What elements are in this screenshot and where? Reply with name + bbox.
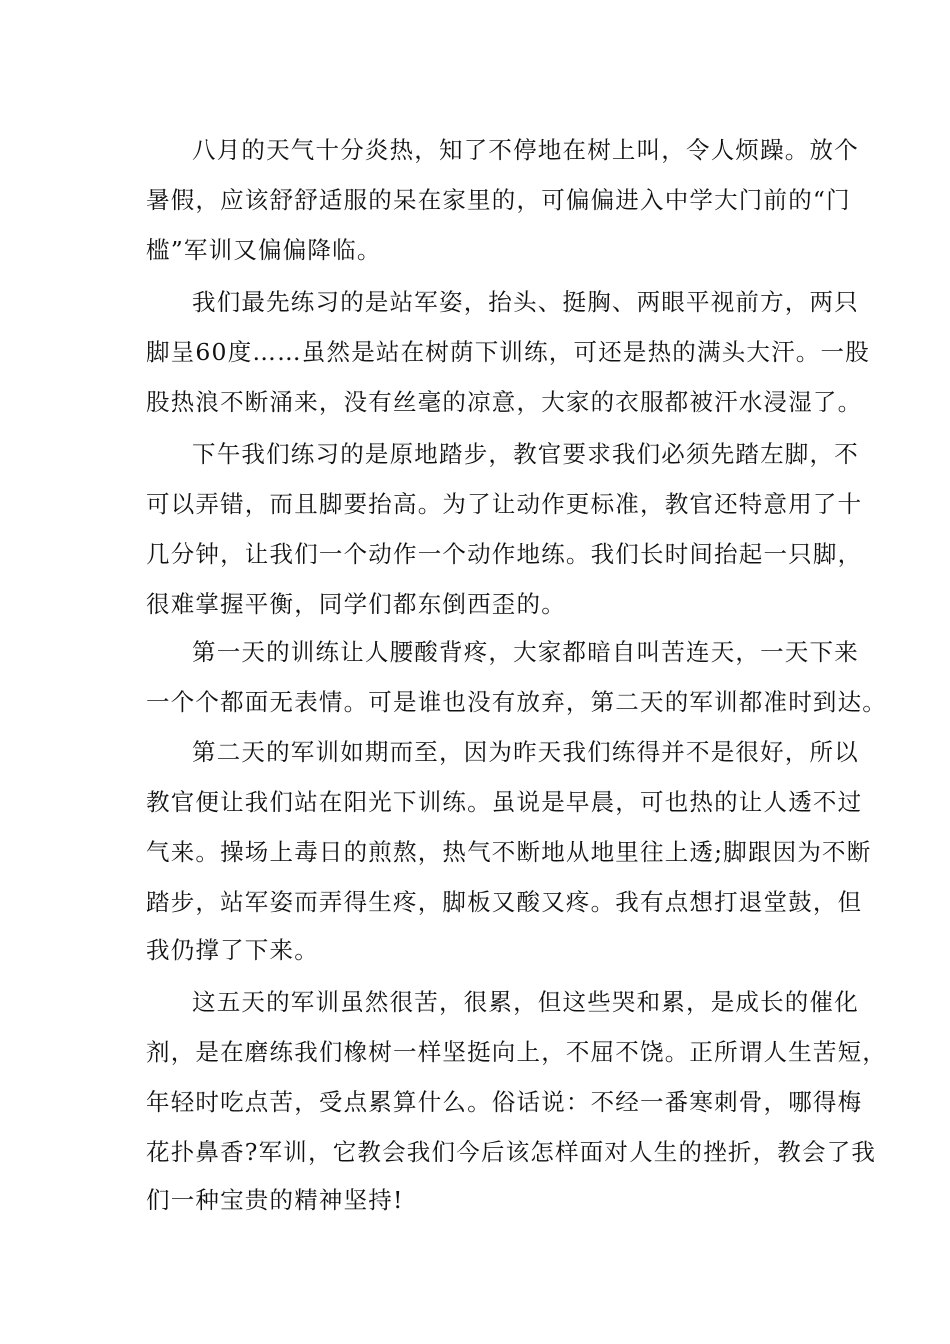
text-line: 第二天的军训如期而至，因为昨天我们练得并不是很好，所以	[192, 738, 859, 766]
text-line: 我仍撑了下来。	[146, 936, 319, 964]
text-line: 槛”军训又偏偏降临。	[146, 236, 382, 264]
text-line: 教官便让我们站在阳光下训练。虽说是早晨，可也热的让人透不过	[146, 788, 863, 816]
text-line: 第一天的训练让人腰酸背疼，大家都暗自叫苦连天，一天下来	[192, 638, 859, 666]
text-line: 我们最先练习的是站军姿，抬头、挺胸、两眼平视前方，两只	[192, 288, 859, 316]
text-line: 年轻时吃点苦，受点累算什么。俗话说：不经一番寒刺骨，哪得梅	[146, 1088, 863, 1116]
text-line: 踏步，站军姿而弄得生疼，脚板又酸又疼。我有点想打退堂鼓，但	[146, 888, 863, 916]
text-line: 脚呈60度……虽然是站在树荫下训练，可还是热的满头大汗。一股	[146, 338, 870, 366]
text-line: 可以弄错，而且脚要抬高。为了让动作更标准，教官还特意用了十	[146, 490, 863, 518]
text-line: 这五天的军训虽然很苦，很累，但这些哭和累，是成长的催化	[192, 988, 859, 1016]
text-line: 暑假，应该舒舒适服的呆在家里的，可偏偏进入中学大门前的“门	[146, 186, 851, 214]
text-line: 剂，是在磨练我们橡树一样坚挺向上，不屈不饶。正所谓人生苦短，	[146, 1038, 887, 1066]
text-line: 几分钟，让我们一个动作一个动作地练。我们长时间抬起一只脚，	[146, 540, 863, 568]
text-line: 一个个都面无表情。可是谁也没有放弃，第二天的军训都准时到达。	[146, 688, 887, 716]
text-line: 很难掌握平衡，同学们都东倒西歪的。	[146, 590, 566, 618]
text-line: 股热浪不断涌来，没有丝毫的凉意，大家的衣服都被汗水浸湿了。	[146, 388, 863, 416]
text-line: 们一种宝贵的精神坚持!	[146, 1186, 404, 1214]
text-line: 下午我们练习的是原地踏步，教官要求我们必须先踏左脚，不	[192, 440, 859, 468]
text-line: 花扑鼻香?军训，它教会我们今后该怎样面对人生的挫折，教会了我	[146, 1138, 877, 1166]
text-line: 气来。操场上毒日的煎熬，热气不断地从地里往上透;脚跟因为不断	[146, 838, 872, 866]
text-line: 八月的天气十分炎热，知了不停地在树上叫，令人烦躁。放个	[192, 136, 859, 164]
